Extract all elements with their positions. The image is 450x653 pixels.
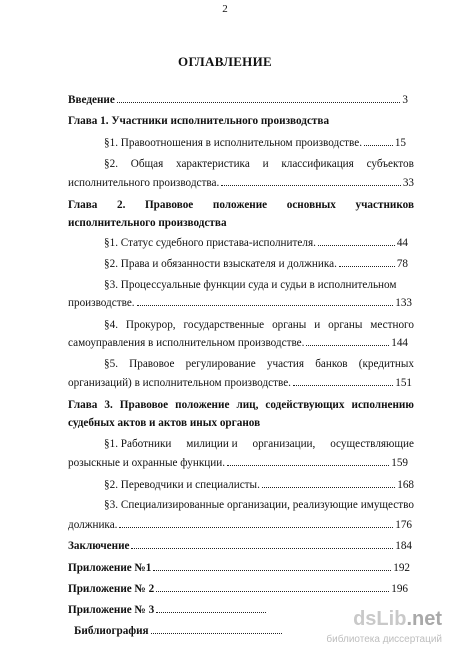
word: классификация	[281, 158, 354, 170]
word: и	[314, 319, 321, 331]
word: регулирование	[185, 358, 256, 370]
toc-label: должника.	[68, 519, 118, 531]
word: и	[262, 158, 269, 170]
toc-chapter-3-line2[interactable]: судебных актов и актов иных органов	[68, 417, 261, 429]
toc-label: исполнительного производства.	[68, 177, 220, 189]
toc-leader	[262, 487, 395, 488]
toc-leader	[318, 245, 395, 246]
toc-page: 159	[391, 457, 408, 469]
toc-page: 133	[395, 297, 412, 309]
word: Специализированные	[120, 499, 225, 511]
toc-entry-3-3-line2[interactable]	[68, 519, 412, 532]
toc-page: 184	[395, 540, 412, 552]
toc-page: 192	[393, 562, 410, 574]
word: положение	[175, 399, 230, 411]
word: субъектов	[366, 158, 414, 170]
toc-chapter-2-line2[interactable]: исполнительного производства	[68, 217, 227, 229]
toc-entry-conclusion[interactable]	[68, 540, 412, 553]
watermark	[326, 608, 448, 652]
word: участников	[355, 199, 414, 211]
toc-label: Приложение № 2	[68, 583, 155, 595]
toc-entry-2-1[interactable]	[104, 237, 408, 250]
word: Правовое	[144, 199, 194, 211]
toc-entry-appendix-2[interactable]	[68, 583, 408, 596]
document-heading: ОГЛАВЛЕНИЕ	[178, 54, 272, 69]
word: Прокурор,	[125, 319, 176, 331]
word: лиц,	[236, 399, 259, 411]
toc-entry-3-1-line1[interactable]	[104, 438, 414, 451]
toc-leader	[339, 266, 395, 267]
word: организации,	[227, 499, 290, 511]
toc-label: §2. Переводчики и специалисты.	[104, 479, 260, 491]
toc-entry-1-2-line1[interactable]	[104, 158, 414, 171]
word: §4.	[104, 319, 118, 331]
toc-label: Заключение	[68, 540, 130, 552]
word: содействующих	[265, 399, 345, 411]
toc-page: 176	[395, 519, 412, 531]
toc-page: 44	[396, 237, 408, 249]
word: положение	[212, 199, 268, 211]
toc-entry-1-1[interactable]	[104, 137, 406, 150]
toc-leader	[293, 385, 393, 386]
word: государственные	[183, 319, 265, 331]
toc-leader	[156, 612, 266, 613]
toc-page: 196	[391, 583, 408, 595]
toc-entry-2-3-line1[interactable]: §3. Процессуальные функции суда и судьи в исполнительном	[104, 279, 397, 291]
toc-leader	[221, 185, 401, 186]
word: §2.	[104, 158, 118, 170]
toc-leader	[306, 345, 389, 346]
toc-leader	[131, 548, 393, 549]
toc-label: Приложение №1	[68, 562, 152, 574]
toc-page: 144	[391, 337, 408, 349]
toc-entry-2-4-line2[interactable]	[68, 337, 408, 350]
word: основных	[286, 199, 336, 211]
word: участия	[266, 358, 305, 370]
word: 2.	[116, 199, 126, 211]
toc-entry-2-5-line1[interactable]	[104, 358, 414, 371]
toc-leader	[227, 465, 389, 466]
watermark-subtitle: библиотека диссертаций	[326, 634, 442, 645]
word: Глава	[68, 199, 98, 211]
toc-leader	[156, 591, 389, 592]
toc-leader	[151, 633, 282, 634]
toc-chapter-2-line1[interactable]	[68, 199, 414, 212]
word: местного	[370, 319, 414, 331]
toc-entry-appendix-3[interactable]	[68, 604, 268, 617]
word: §3.	[104, 499, 118, 511]
toc-label: §1. Статус судебного пристава-исполнителя.	[104, 237, 316, 249]
toc-entry-2-3-line2[interactable]	[68, 297, 412, 310]
logo-domain: .net	[406, 608, 442, 630]
toc-label: §2. Права и обязанности взыскателя и должника.	[104, 258, 337, 270]
toc-page: 15	[394, 137, 406, 149]
word: Общая	[130, 158, 164, 170]
toc-label: производстве.	[68, 297, 135, 309]
toc-label: §1. Правоотношения в исполнительном производстве.	[104, 137, 363, 149]
toc-label: розыскные и охранные функции.	[68, 457, 226, 469]
toc-entry-2-5-line2[interactable]	[68, 377, 412, 390]
word: характеристика	[176, 158, 250, 170]
toc-chapter-1[interactable]: Глава 1. Участники исполнительного производства	[68, 115, 330, 127]
toc-label: организаций) в исполнительном производстве.	[68, 377, 291, 389]
toc-leader	[117, 102, 401, 103]
toc-entry-2-4-line1[interactable]	[104, 319, 414, 332]
toc-leader	[364, 145, 393, 146]
word: §1. Работники	[104, 438, 172, 450]
toc-leader	[137, 305, 394, 306]
toc-label: самоуправления в исполнительном производстве.	[68, 337, 305, 349]
word: 3.	[104, 399, 113, 411]
word: исполнению	[351, 399, 414, 411]
toc-page: 78	[396, 258, 408, 270]
word: Глава	[68, 399, 98, 411]
toc-entry-3-2[interactable]	[104, 479, 414, 492]
word: имущество	[360, 499, 414, 511]
watermark-logo	[353, 608, 442, 631]
word: §5.	[104, 358, 118, 370]
toc-label: Введение	[68, 94, 115, 106]
word: банков	[315, 358, 348, 370]
toc-page: 33	[402, 177, 414, 189]
toc-page: 168	[397, 479, 414, 491]
toc-entry-3-1-line2[interactable]	[68, 457, 408, 470]
toc-label: Приложение № 3	[68, 604, 155, 616]
toc-page: 3	[402, 94, 408, 106]
logo-main: dsLib	[353, 608, 407, 630]
word: (кредитных	[358, 358, 414, 370]
toc-leader	[119, 527, 393, 528]
toc-entry-2-2[interactable]	[104, 258, 408, 271]
toc-chapter-3-line1[interactable]	[68, 399, 414, 412]
toc-entry-1-2-line2[interactable]	[68, 177, 414, 190]
word: организации,	[252, 438, 316, 450]
page-number: 2	[222, 3, 228, 15]
toc-leader	[153, 570, 391, 571]
word: органы	[272, 319, 307, 331]
toc-entry-intro[interactable]	[68, 94, 408, 107]
word: Правовое	[129, 358, 175, 370]
word: реализующие	[292, 499, 358, 511]
toc-entry-bibliography[interactable]	[74, 625, 284, 638]
word: осуществляющие	[330, 438, 414, 450]
toc-entry-appendix-1[interactable]	[68, 562, 410, 575]
word: милиции и	[186, 438, 238, 450]
toc-label: Библиография	[74, 625, 149, 637]
word: Правовое	[119, 399, 169, 411]
word: органы	[328, 319, 363, 331]
toc-entry-3-3-line1[interactable]	[104, 499, 414, 512]
toc-page: 151	[395, 377, 412, 389]
